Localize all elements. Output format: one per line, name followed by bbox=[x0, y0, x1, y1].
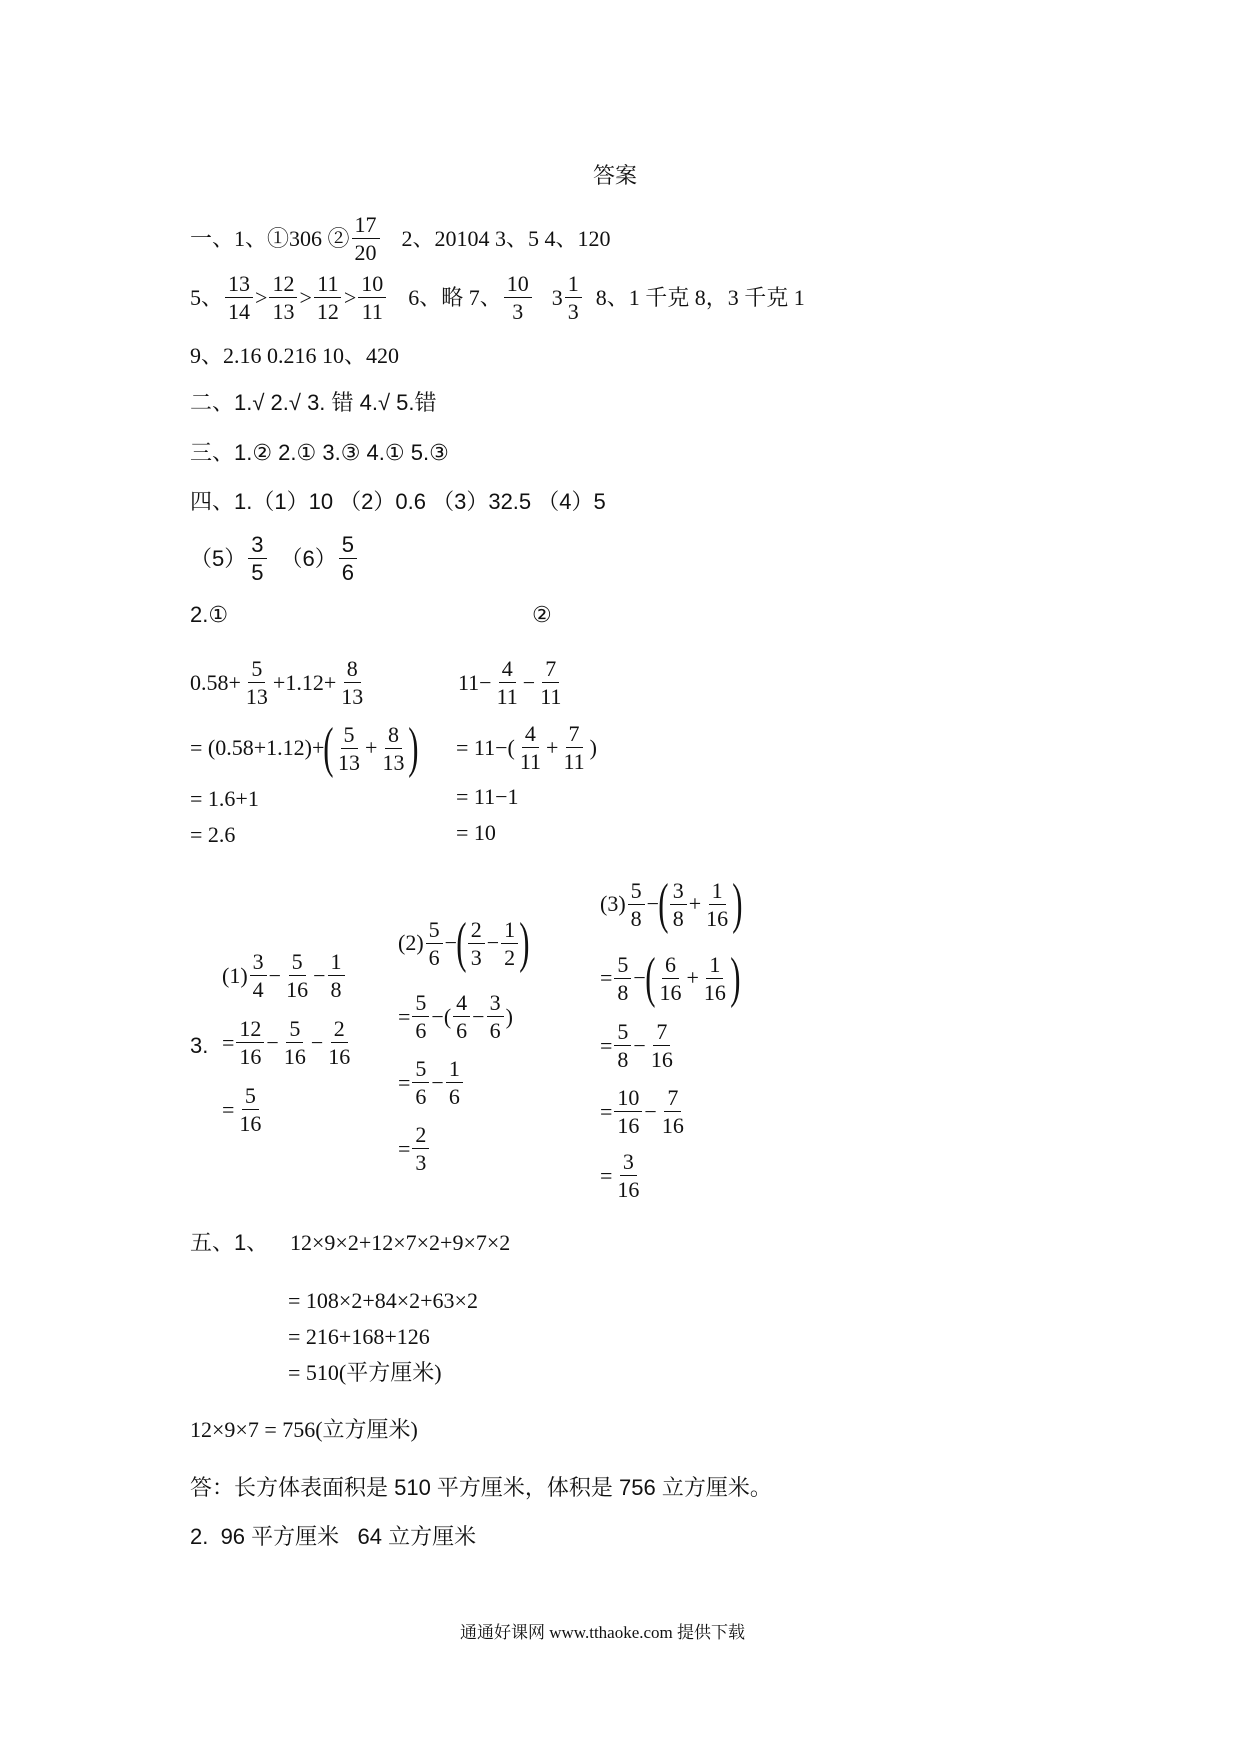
part5-row3: = 216+168+126 bbox=[288, 1324, 430, 1349]
part5-q2: 2. 96 平方厘米 64 立方厘米 bbox=[190, 1524, 477, 1549]
part4-line2: （5） $\frac{3}{5}$ （6） $\frac{5}{6}$ bbox=[190, 531, 359, 586]
part5-row4: = 510(平方厘米) bbox=[288, 1360, 442, 1385]
part2-line: 二、1.√ 2.√ 3. 错 4.√ 5.错 bbox=[190, 390, 437, 415]
part5-row2: = 108×2+84×2+63×2 bbox=[288, 1288, 478, 1313]
part5-volume: 12×9×7 = 756(立方厘米) bbox=[190, 1417, 418, 1442]
q3-3-row2: = $\frac{5}{8}$ − ( $\frac{6}{16}$ + $\frac{1}{16}$ ) bbox=[600, 947, 741, 1009]
q3-2-row1: (2) $\frac{5}{6}$ − ( $\frac{2}{3}$ − $\frac{1}{2}$ ) bbox=[398, 912, 530, 974]
calc-a-row1: 0.58+ $\frac{5}{13}$ +1.12+ $\frac{8}{13}$ bbox=[190, 656, 364, 709]
footer: 通通好课网 www.tthaoke.com 提供下载 bbox=[460, 1623, 746, 1642]
part1-line1 bbox=[190, 211, 611, 266]
q3-2-row2: = $\frac{5}{6}$ −( $\frac{4}{6}$ − $\frac{3}{6}$ ) bbox=[398, 990, 513, 1043]
q3-1-row1: (1) $\frac{3}{4}$ − $\frac{5}{16}$ − $\frac{1}{8}$ bbox=[222, 948, 347, 1003]
text: 2、20104 3、5 4、120 bbox=[401, 225, 611, 251]
q3-3-row3: = $\frac{5}{8}$ − $\frac{7}{16}$ bbox=[600, 1019, 673, 1072]
part1-line3: 9、2.16 0.216 10、420 bbox=[190, 343, 400, 368]
q3-3-row4: = $\frac{10}{16}$ − $\frac{7}{16}$ bbox=[600, 1085, 684, 1138]
q3-3-row1: (3) $\frac{5}{8}$ − ( $\frac{3}{8}$ + $\frac{1}{16}$ ) bbox=[600, 873, 743, 935]
part5-label: 五、1、 bbox=[190, 1230, 269, 1255]
calc-b-row4: = 10 bbox=[456, 820, 496, 845]
part4-line1: 四、1.（1）10 （2）0.6 （3）32.5 （4）5 bbox=[190, 489, 606, 514]
q3-2-row4: = $\frac{2}{3}$ bbox=[398, 1121, 431, 1176]
fraction: $\frac{17}{20}$ bbox=[352, 211, 380, 266]
page-title: 答案 bbox=[593, 163, 638, 188]
q3-3-row5: = $\frac{3}{16}$ bbox=[600, 1149, 640, 1202]
part5-answer: 答：长方体表面积是 510 平方厘米，体积是 756 立方厘米。 bbox=[190, 1475, 772, 1500]
q3-2-row3: = $\frac{5}{6}$ − $\frac{1}{6}$ bbox=[398, 1055, 465, 1110]
q2-label-1: 2.① bbox=[190, 602, 229, 627]
q3-label: 3. bbox=[190, 1033, 209, 1058]
calc-a-row2: = (0.58+1.12)+ ( $\frac{5}{13}$ + $\frac{8}{13}$ ) bbox=[190, 717, 419, 779]
part3-line: 三、1.② 2.① 3.③ 4.① 5.③ bbox=[190, 440, 449, 465]
q2-label-2: ② bbox=[532, 602, 552, 627]
part1-line2: 5、 $\frac{13}{14}$ > $\frac{12}{13}$ > $\frac{11}{12}$ > $\frac{10}{11}$ 6、略 7、 $\frac{10}{3}$ 3 $\frac{1}{3}$ 8、1 千克 8，3 千克 1 bbox=[190, 271, 805, 324]
q3-1-row2: = $\frac{12}{16}$ − $\frac{5}{16}$ − $\frac{2}{16}$ bbox=[222, 1016, 351, 1069]
calc-a-row3: = 1.6+1 bbox=[190, 786, 259, 811]
text: 一、1、①306 ② bbox=[190, 225, 350, 251]
calc-b-row3: = 11−1 bbox=[456, 784, 519, 809]
part5-row1: 12×9×2+12×7×2+9×7×2 bbox=[290, 1230, 511, 1255]
calc-b-row1: 11− $\frac{4}{11}$ − $\frac{7}{11}$ bbox=[458, 656, 562, 709]
q3-1-row3: = $\frac{5}{16}$ bbox=[222, 1083, 262, 1136]
calc-b-row2: = 11−( $\frac{4}{11}$ + $\frac{7}{11}$ ) bbox=[456, 721, 597, 774]
calc-a-row4: = 2.6 bbox=[190, 822, 236, 847]
